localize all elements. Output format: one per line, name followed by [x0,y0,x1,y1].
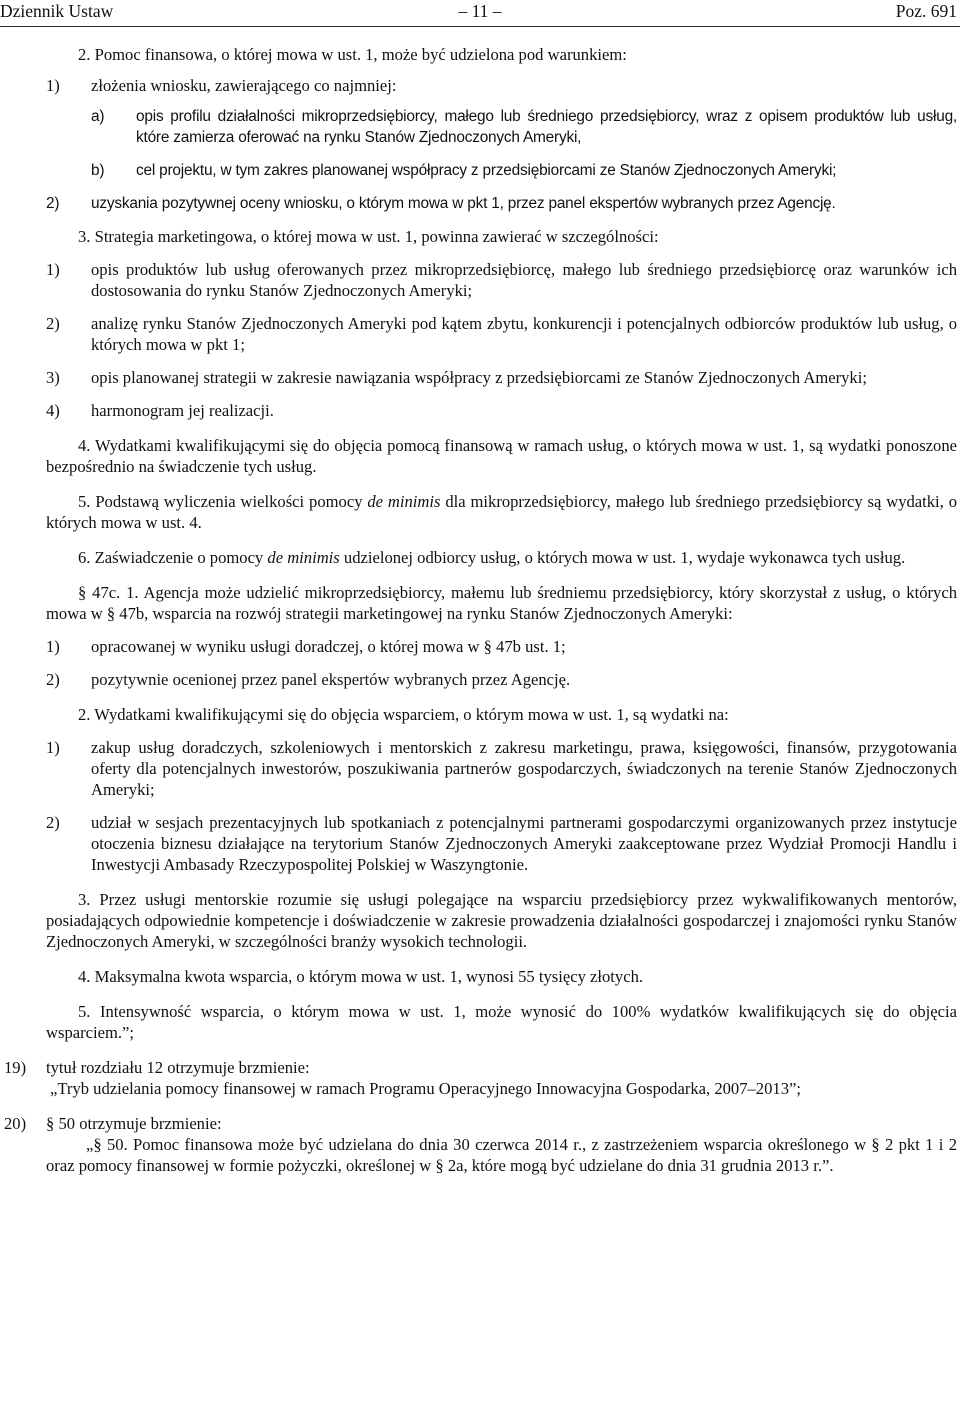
item-text: opis planowanej strategii w zakresie nawiązania współpracy z przedsiębiorcami ze Stanów Zjednoczonych Ameryki; [91,368,867,387]
document-body [0,44,960,1176]
quoted-text: „§ 50. Pomoc finansowa może być udzielana do dnia 30 czerwca 2014 r., z zastrzeżeniem wsparcia określonego w § 2 pkt 1 i 2 oraz pomocy finansowej w formie pożyczki, określonej w § 2a, które mogą być udzielane do dnia 31 grudnia 2013 r.”. [46,1135,957,1175]
item-text: opis produktów lub usług oferowanych przez mikroprzedsiębiorcę, małego lub średniego przedsiębiorcę oraz warunków ich dostosowania do rynku Stanów Zjednoczonych Ameryki; [91,260,957,300]
italic-term: de minimis [267,548,340,567]
paragraph [46,491,957,533]
item-number: 4) [46,401,60,420]
point-number: 19) [4,1058,27,1077]
amendment-point [0,1113,957,1134]
item-text: udział w sesjach prezentacyjnych lub spotkaniach z potencjalnymi partnerami gospodarczymi organizowanych przez instytucje otoczenia biznesu działające na terytorium Stanów Zjednoczonych Ameryki zaakceptowane przez Wydział Promocji Handlu i Inwestycji Ambasady Rzeczypospolitej Polskiej w Waszyngtonie. [91,813,957,874]
paragraph: 5. Intensywność wsparcia, o którym mowa w ust. 1, może wynosić do 100% wydatków kwalifikujących się do objęcia wsparciem.”; [46,1002,957,1042]
paragraph: 2. Pomoc finansowa, o której mowa w ust. 1, może być udzielona pod warunkiem: [78,45,627,64]
list-item [0,636,957,657]
journal-title: Dziennik Ustaw [0,1,114,21]
paragraph: 3. Przez usługi mentorskie rozumie się usługi polegające na wsparciu przedsiębiorcy przez wykwalifikowanych mentorów, posiadających odpowiednie kompetencje i doświadczenie w zakresie prowadzenia działalności gospodarczej i znajomości rynku Stanów Zjednoczonych Ameryki, w szczególności branży wysokich technologii. [46,890,957,951]
list-item [0,75,957,96]
item-number: 2) [46,670,60,689]
list-item [0,160,957,181]
list-item [0,106,957,148]
page-header [0,0,960,27]
page-number: – 11 – [458,1,502,21]
item-text: opis profilu działalności mikroprzedsiębiorcy, małego lub średniego przedsiębiorcy, wraz z opisem produktów lub usług, które zamierza oferować na rynku Stanów Zjednoczonych Ameryki, [136,108,957,146]
item-number: 2) [46,314,60,333]
item-number: 2) [46,813,60,832]
item-number: 1) [46,738,60,757]
list-item [0,193,957,214]
item-text: zakup usług doradczych, szkoleniowych i mentorskich z zakresu marketingu, prawa, księgowości, finansów, przygotowania oferty dla potencjalnych inwestorów, poszukiwania partnerów gospodarczych, świadczonych na terenie Stanów Zjednoczonych Ameryki; [91,738,957,799]
item-number: 2) [46,195,60,212]
paragraph: 3. Strategia marketingowa, o której mowa w ust. 1, powinna zawierać w szczególności: [78,227,659,246]
list-item [0,737,957,800]
list-item [0,367,957,388]
paragraph [46,547,957,568]
text-run: 6. Zaświadczenie o pomocy [78,548,268,567]
item-text: opracowanej w wyniku usługi doradczej, o której mowa w § 47b ust. 1; [91,637,566,656]
position-number: Poz. 691 [895,1,957,21]
point-text: tytuł rozdziału 12 otrzymuje brzmienie: [46,1058,310,1077]
paragraph: 4. Wydatkami kwalifikującymi się do objęcia pomocą finansową w ramach usług, o których mowa w ust. 1, są wydatki ponoszone bezpośrednio na świadczenie tych usług. [46,436,957,476]
item-text: analizę rynku Stanów Zjednoczonych Ameryki pod kątem zbytu, konkurencji i potencjalnych odbiorców produktów lub usług, o których mowa w pkt 1; [91,314,957,354]
amendment-point [0,1057,957,1078]
item-number: 1) [46,637,60,656]
italic-term: de minimis [367,492,441,511]
item-number: 1) [46,76,60,95]
item-number: 1) [46,260,60,279]
item-letter: b) [91,162,105,179]
quoted-text: „Tryb udzielania pomocy finansowej w ramach Programu Operacyjnego Innowacyjna Gospodarka, 2007–2013”; [50,1079,801,1098]
text-run: dla mikroprzedsiębiorcy, małego lub średniego przedsiębiorcy są wydatki, o których mowa w ust. 4. [46,492,957,532]
section-paragraph: § 47c. 1. Agencja może udzielić mikroprzedsiębiorcy, małemu lub średniemu przedsiębiorcy, który skorzystał z usług, o których mowa w § 47b, wsparcia na rozwój strategii marketingowej na rynku Stanów Zjednoczonych Ameryki: [46,583,957,623]
item-text: pozytywnie ocenionej przez panel ekspertów wybranych przez Agencję. [91,670,571,689]
list-item [0,669,957,690]
list-item [0,313,957,355]
item-text: uzyskania pozytywnej oceny wniosku, o którym mowa w pkt 1, przez panel ekspertów wybranych przez Agencję. [91,195,836,212]
item-text: harmonogram jej realizacji. [91,401,274,420]
list-item [0,400,957,421]
list-item [0,259,957,301]
item-text: złożenia wniosku, zawierającego co najmniej: [91,76,397,95]
item-letter: a) [91,108,105,125]
text-run: 5. Podstawą wyliczenia wielkości pomocy [78,492,368,511]
item-number: 3) [46,368,60,387]
point-number: 20) [4,1114,27,1133]
text-run: udzielonej odbiorcy usług, o których mowa w ust. 1, wydaje wykonawca tych usług. [339,548,906,567]
item-text: cel projektu, w tym zakres planowanej współpracy z przedsiębiorcami ze Stanów Zjednoczonych Ameryki; [136,162,837,179]
paragraph: 4. Maksymalna kwota wsparcia, o którym mowa w ust. 1, wynosi 55 tysięcy złotych. [78,967,644,986]
paragraph: 2. Wydatkami kwalifikującymi się do objęcia wsparciem, o którym mowa w ust. 1, są wydatki na: [78,705,729,724]
point-text: § 50 otrzymuje brzmienie: [46,1114,222,1133]
list-item [0,812,957,875]
